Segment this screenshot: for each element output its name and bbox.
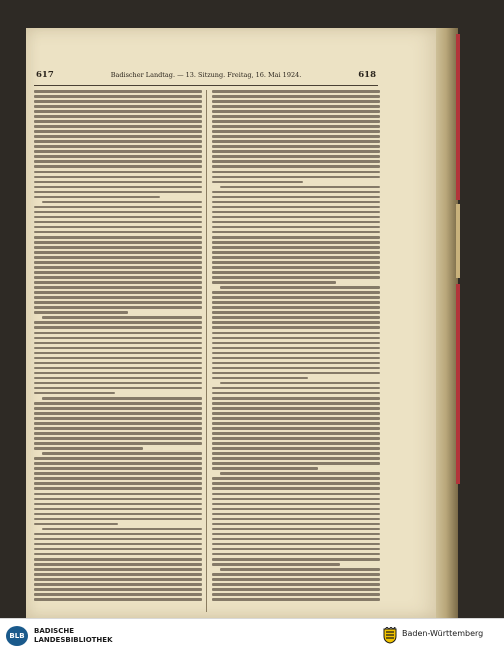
running-title: Badischer Landtag. — 13. Sitzung. Freitag, 16. Mai 1924. (110, 71, 302, 79)
text-line (34, 402, 202, 405)
book-edge (436, 28, 458, 618)
text-line (212, 513, 380, 516)
text-line (34, 498, 202, 501)
text-line (34, 598, 202, 601)
text-line (34, 442, 202, 445)
text-line (220, 382, 380, 385)
text-line (34, 160, 202, 163)
text-line (34, 311, 128, 314)
text-line (212, 367, 380, 370)
text-line (34, 467, 202, 470)
text-line (212, 493, 380, 496)
text-line (34, 130, 202, 133)
text-line (220, 286, 380, 289)
text-line (34, 553, 202, 556)
text-line (212, 392, 380, 395)
text-line (212, 498, 380, 501)
text-line (212, 165, 380, 168)
text-line (34, 261, 202, 264)
text-line (212, 442, 380, 445)
text-line (212, 256, 380, 259)
text-line (34, 377, 202, 380)
text-line (220, 568, 380, 571)
text-line (212, 135, 380, 138)
text-line (34, 357, 202, 360)
text-line (34, 145, 202, 148)
text-line (34, 427, 202, 430)
text-line (34, 422, 202, 425)
edge-marker (456, 284, 460, 484)
text-line (34, 286, 202, 289)
text-line (212, 211, 380, 214)
text-line (212, 90, 380, 93)
text-line (212, 573, 380, 576)
text-line (34, 176, 202, 179)
text-line (34, 216, 202, 219)
text-line (34, 578, 202, 581)
text-line (34, 347, 202, 350)
text-line (34, 523, 118, 526)
text-line (34, 593, 202, 596)
text-line (34, 472, 202, 475)
text-line (34, 171, 202, 174)
text-line (34, 543, 202, 546)
text-line (34, 321, 202, 324)
text-line (34, 503, 202, 506)
text-line (34, 206, 202, 209)
text-line (212, 150, 380, 153)
text-line (42, 452, 202, 455)
text-line (34, 251, 202, 254)
page-header (36, 68, 376, 82)
text-line (34, 437, 202, 440)
text-line (34, 583, 202, 586)
text-line (212, 352, 380, 355)
text-line (212, 332, 380, 335)
text-line (212, 115, 380, 118)
text-line (212, 241, 380, 244)
text-line (212, 402, 380, 405)
text-line (212, 276, 380, 279)
text-line (212, 523, 380, 526)
text-line (212, 543, 380, 546)
text-line (34, 296, 202, 299)
text-line (34, 482, 202, 485)
text-line (34, 538, 202, 541)
text-line (212, 266, 380, 269)
edge-marker (456, 34, 460, 200)
text-line (34, 150, 202, 153)
text-line (34, 155, 202, 158)
text-line (34, 110, 202, 113)
text-line (34, 568, 202, 571)
text-line (212, 176, 380, 179)
text-line (212, 462, 380, 465)
text-line (34, 493, 202, 496)
text-line (212, 533, 380, 536)
text-line (212, 155, 380, 158)
text-line (212, 372, 380, 375)
text-line (212, 251, 380, 254)
text-line (212, 508, 380, 511)
text-line (212, 337, 380, 340)
text-line (212, 125, 380, 128)
text-line (212, 422, 380, 425)
text-line (212, 558, 380, 561)
text-line (34, 477, 202, 480)
text-line (212, 130, 380, 133)
text-line (34, 221, 202, 224)
text-line (212, 231, 380, 234)
page-number-right: 618 (358, 70, 376, 80)
text-line (34, 573, 202, 576)
text-line (34, 266, 202, 269)
text-line (212, 271, 380, 274)
text-line (212, 578, 380, 581)
text-line (34, 95, 202, 98)
text-line (212, 598, 380, 601)
text-line (34, 246, 202, 249)
text-line (212, 321, 380, 324)
text-line (212, 246, 380, 249)
text-line (212, 432, 380, 435)
text-line (212, 105, 380, 108)
text-line (212, 482, 380, 485)
text-line (212, 145, 380, 148)
text-line (212, 412, 380, 415)
text-line (34, 301, 202, 304)
text-line (34, 165, 202, 168)
text-line (34, 276, 202, 279)
text-line (34, 256, 202, 259)
text-line (212, 397, 380, 400)
text-line (34, 181, 202, 184)
text-line (34, 135, 202, 138)
text-line (34, 196, 160, 199)
text-line (34, 558, 202, 561)
text-line (212, 326, 380, 329)
text-line (34, 211, 202, 214)
text-column-left (34, 90, 202, 603)
text-line (34, 513, 202, 516)
text-line (212, 160, 380, 163)
text-line (212, 291, 380, 294)
text-line (212, 548, 380, 551)
text-line (42, 397, 202, 400)
text-line (34, 271, 202, 274)
text-line (34, 337, 202, 340)
text-line (212, 487, 380, 490)
text-line (212, 427, 380, 430)
text-line (34, 548, 202, 551)
text-line (212, 342, 380, 345)
text-line (34, 352, 202, 355)
text-line (212, 417, 380, 420)
text-line (34, 236, 202, 239)
text-line (212, 110, 380, 113)
text-line (212, 528, 380, 531)
text-line (34, 186, 202, 189)
text-line (212, 95, 380, 98)
text-line (34, 362, 202, 365)
header-rule (34, 85, 378, 86)
text-line (212, 347, 380, 350)
text-line (34, 508, 202, 511)
column-divider (206, 90, 207, 612)
text-line (34, 281, 202, 284)
text-line (212, 593, 380, 596)
text-line (34, 533, 202, 536)
text-line (34, 462, 202, 465)
text-line (34, 392, 115, 395)
text-line (212, 311, 380, 314)
text-line (212, 140, 380, 143)
text-line (212, 171, 380, 174)
text-line (34, 231, 202, 234)
text-line (212, 236, 380, 239)
text-line (42, 201, 202, 204)
text-column-right (212, 90, 380, 603)
baden-wuerttemberg-crest-icon (382, 627, 398, 644)
page-number-left: 617 (36, 70, 54, 80)
text-line (212, 477, 380, 480)
text-line (34, 105, 202, 108)
text-line (212, 452, 380, 455)
text-line (212, 201, 380, 204)
text-line (212, 316, 380, 319)
text-line (34, 326, 202, 329)
text-line (212, 261, 380, 264)
text-line (34, 367, 202, 370)
text-line (42, 316, 202, 319)
text-line (34, 90, 202, 93)
text-line (34, 387, 202, 390)
text-line (212, 296, 380, 299)
text-line (212, 191, 380, 194)
text-line (212, 100, 380, 103)
text-line (212, 583, 380, 586)
text-line (34, 432, 202, 435)
text-line (212, 206, 380, 209)
text-line (212, 181, 303, 184)
text-line (34, 191, 202, 194)
text-line (34, 115, 202, 118)
text-line (34, 407, 202, 410)
text-line (34, 447, 143, 450)
text-line (212, 357, 380, 360)
text-line (212, 563, 340, 566)
text-line (212, 377, 308, 380)
text-line (34, 588, 202, 591)
text-line (34, 487, 202, 490)
text-line (34, 518, 202, 521)
edge-marker (456, 204, 460, 278)
library-name-line-2: LANDESBIBLIOTHEK (34, 636, 113, 644)
text-line (34, 563, 202, 566)
text-line (212, 120, 380, 123)
text-line (34, 226, 202, 229)
text-line (212, 301, 380, 304)
text-line (212, 457, 380, 460)
text-line (212, 216, 380, 219)
text-line (212, 387, 380, 390)
text-line (34, 417, 202, 420)
text-line (220, 186, 380, 189)
state-name: Baden-Württemberg (402, 629, 484, 638)
text-line (212, 503, 380, 506)
text-line (34, 140, 202, 143)
text-line (212, 226, 380, 229)
text-line (34, 412, 202, 415)
text-line (212, 447, 380, 450)
text-line (34, 241, 202, 244)
blb-logo-icon[interactable]: BLB (6, 626, 28, 646)
text-line (34, 372, 202, 375)
text-line (212, 437, 380, 440)
text-line (212, 538, 380, 541)
text-line (212, 553, 380, 556)
text-line (42, 528, 202, 531)
text-line (34, 125, 202, 128)
text-line (212, 196, 380, 199)
text-line (34, 342, 202, 345)
library-name-line-1: BADISCHE (34, 627, 74, 635)
text-line (34, 382, 202, 385)
text-line (212, 281, 336, 284)
viewer-footer (0, 618, 504, 652)
text-line (34, 457, 202, 460)
text-line (212, 588, 380, 591)
text-line (220, 472, 380, 475)
text-line (34, 120, 202, 123)
text-line (212, 467, 318, 470)
text-line (34, 306, 202, 309)
library-name (34, 627, 184, 645)
text-line (34, 291, 202, 294)
text-line (212, 518, 380, 521)
text-line (212, 306, 380, 309)
text-line (212, 407, 380, 410)
text-line (34, 100, 202, 103)
text-line (212, 221, 380, 224)
text-line (34, 332, 202, 335)
text-line (212, 362, 380, 365)
